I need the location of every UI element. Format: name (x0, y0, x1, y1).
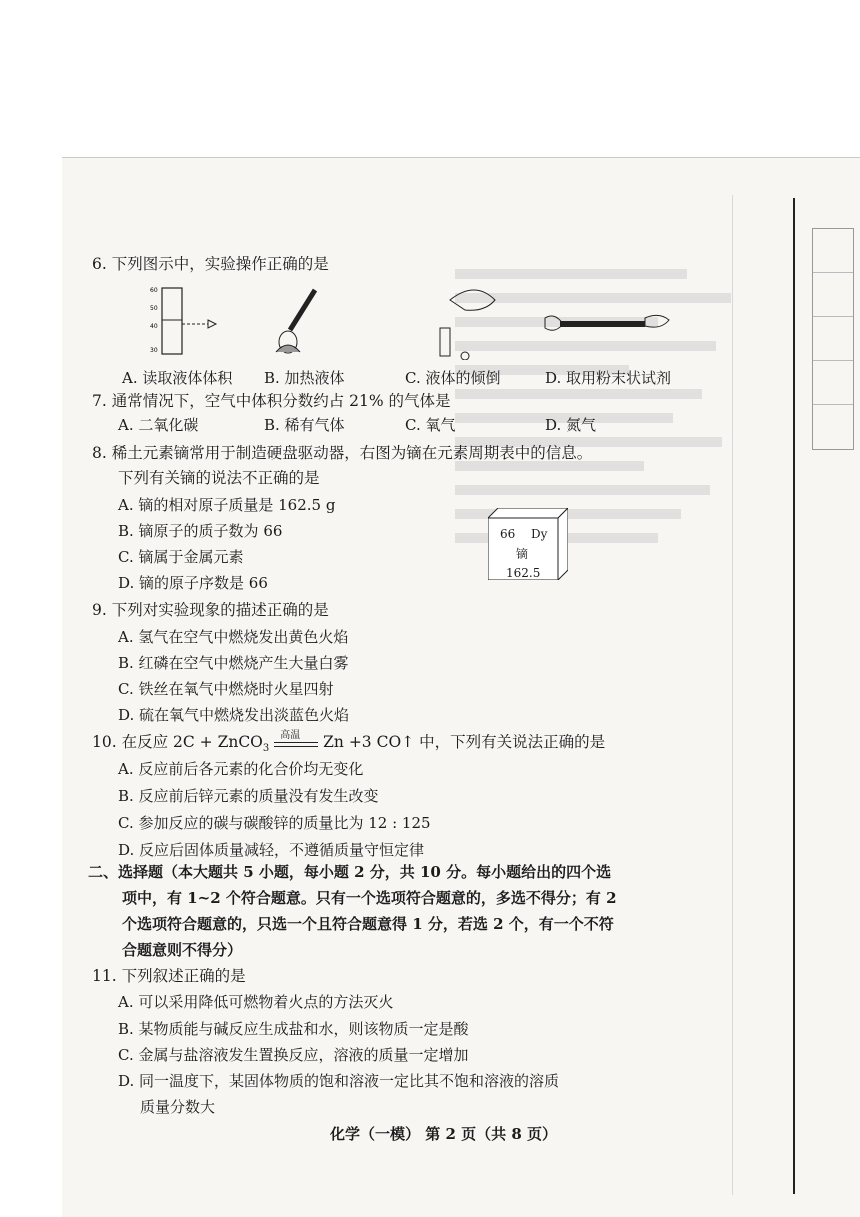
element-number: 66 (500, 527, 516, 541)
section2-line2: 项中，有 1~2 个符合题意。只有一个选项符合题意的，多选不得分；有 2 (122, 889, 617, 907)
q6-option-c: C. 液体的倾倒 (405, 369, 501, 387)
binding-margin-line (732, 195, 733, 1195)
q7-option-b: B. 稀有气体 (264, 416, 345, 434)
element-symbol: Dy (531, 527, 548, 541)
q11-option-d-cont: 质量分数大 (140, 1098, 216, 1116)
q7-option-d: D. 氮气 (545, 416, 597, 434)
q11-option-b: B. 某物质能与碱反应生成盐和水，则该物质一定是酸 (118, 1020, 469, 1038)
q9-stem: 9. 下列对实验现象的描述正确的是 (92, 601, 329, 619)
section2-line1: 二、选择题（本大题共 5 小题，每小题 2 分，共 10 分。每小题给出的四个选 (88, 863, 612, 881)
q9-option-d: D. 硫在氧气中燃烧发出淡蓝色火焰 (118, 706, 350, 724)
q11-option-a: A. 可以采用降低可燃物着火点的方法灭火 (118, 993, 394, 1011)
q6-figures (150, 280, 695, 360)
pouring-liquid-figure (440, 290, 495, 360)
score-grid (812, 228, 854, 450)
sheet-top-edge (62, 157, 860, 158)
q10-option-c: C. 参加反应的碳与碳酸锌的质量比为 12 : 125 (118, 814, 431, 832)
q8-option-c: C. 镝属于金属元素 (118, 548, 244, 566)
q10-option-b: B. 反应前后锌元素的质量没有发生改变 (118, 787, 379, 805)
q8-stem-line2: 下列有关镝的说法不正确的是 (118, 469, 320, 487)
binding-line (793, 198, 795, 1194)
q10-stem (92, 729, 606, 759)
q9-option-a: A. 氢气在空气中燃烧发出黄色火焰 (118, 628, 349, 646)
q11-stem: 11. 下列叙述正确的是 (92, 967, 246, 985)
q10-stem-post: Zn +3 CO↑ 中，下列有关说法正确的是 (323, 733, 606, 751)
section2-line3: 个选项符合题意的，只选一个且符合题意得 1 分，若选 2 个，有一个不符 (122, 915, 614, 933)
page-footer: 化学（一模） 第 2 页（共 8 页） (330, 1125, 557, 1143)
q8-option-d: D. 镝的原子序数是 66 (118, 574, 268, 592)
q6-tick-label: 30 (150, 347, 158, 354)
q10-option-a: A. 反应前后各元素的化合价均无变化 (118, 760, 364, 778)
q6-option-b: B. 加热液体 (264, 369, 345, 387)
q6-stem: 6. 下列图示中，实验操作正确的是 (92, 255, 329, 273)
powder-reagent-figure (545, 315, 669, 330)
q10-option-d: D. 反应后固体质量减轻，不遵循质量守恒定律 (118, 841, 425, 859)
heating-liquid-figure (276, 290, 315, 353)
q8-stem-line1: 8. 稀土元素镝常用于制造硬盘驱动器，右图为镝在元素周期表中的信息。 (92, 444, 593, 462)
element-name: 镝 (516, 547, 529, 561)
graduated-cylinder-figure (150, 287, 216, 354)
q9-option-b: B. 红磷在空气中燃烧产生大量白雾 (118, 654, 349, 672)
q6-tick-label: 60 (150, 287, 158, 294)
q7-option-a: A. 二氧化碳 (118, 416, 199, 434)
q7-stem: 7. 通常情况下，空气中体积分数约占 21% 的气体是 (92, 392, 451, 410)
q7-option-c: C. 氧气 (405, 416, 456, 434)
q11-option-c: C. 金属与盐溶液发生置换反应，溶液的质量一定增加 (118, 1046, 469, 1064)
q8-option-a: A. 镝的相对原子质量是 162.5 g (118, 496, 336, 514)
q10-reaction-arrow (274, 729, 318, 747)
element-mass: 162.5 (506, 566, 541, 580)
section2-line4: 合题意则不得分） (122, 941, 243, 959)
q6-option-d: D. 取用粉末状试剂 (545, 369, 672, 387)
q9-option-c: C. 铁丝在氧气中燃烧时火星四射 (118, 680, 334, 698)
q10-subscript: 3 (262, 743, 270, 755)
q8-option-b: B. 镝原子的质子数为 66 (118, 522, 283, 540)
q6-tick-label: 40 (150, 323, 158, 330)
q6-tick-label: 50 (150, 305, 158, 312)
q6-option-a: A. 读取液体体积 (122, 369, 233, 387)
q11-option-d: D. 同一温度下，某固体物质的饱和溶液一定比其不饱和溶液的溶质 (118, 1072, 560, 1090)
q10-stem-pre: 10. 在反应 2C + ZnCO (92, 733, 263, 751)
q10-condition: 高温 (280, 729, 301, 741)
